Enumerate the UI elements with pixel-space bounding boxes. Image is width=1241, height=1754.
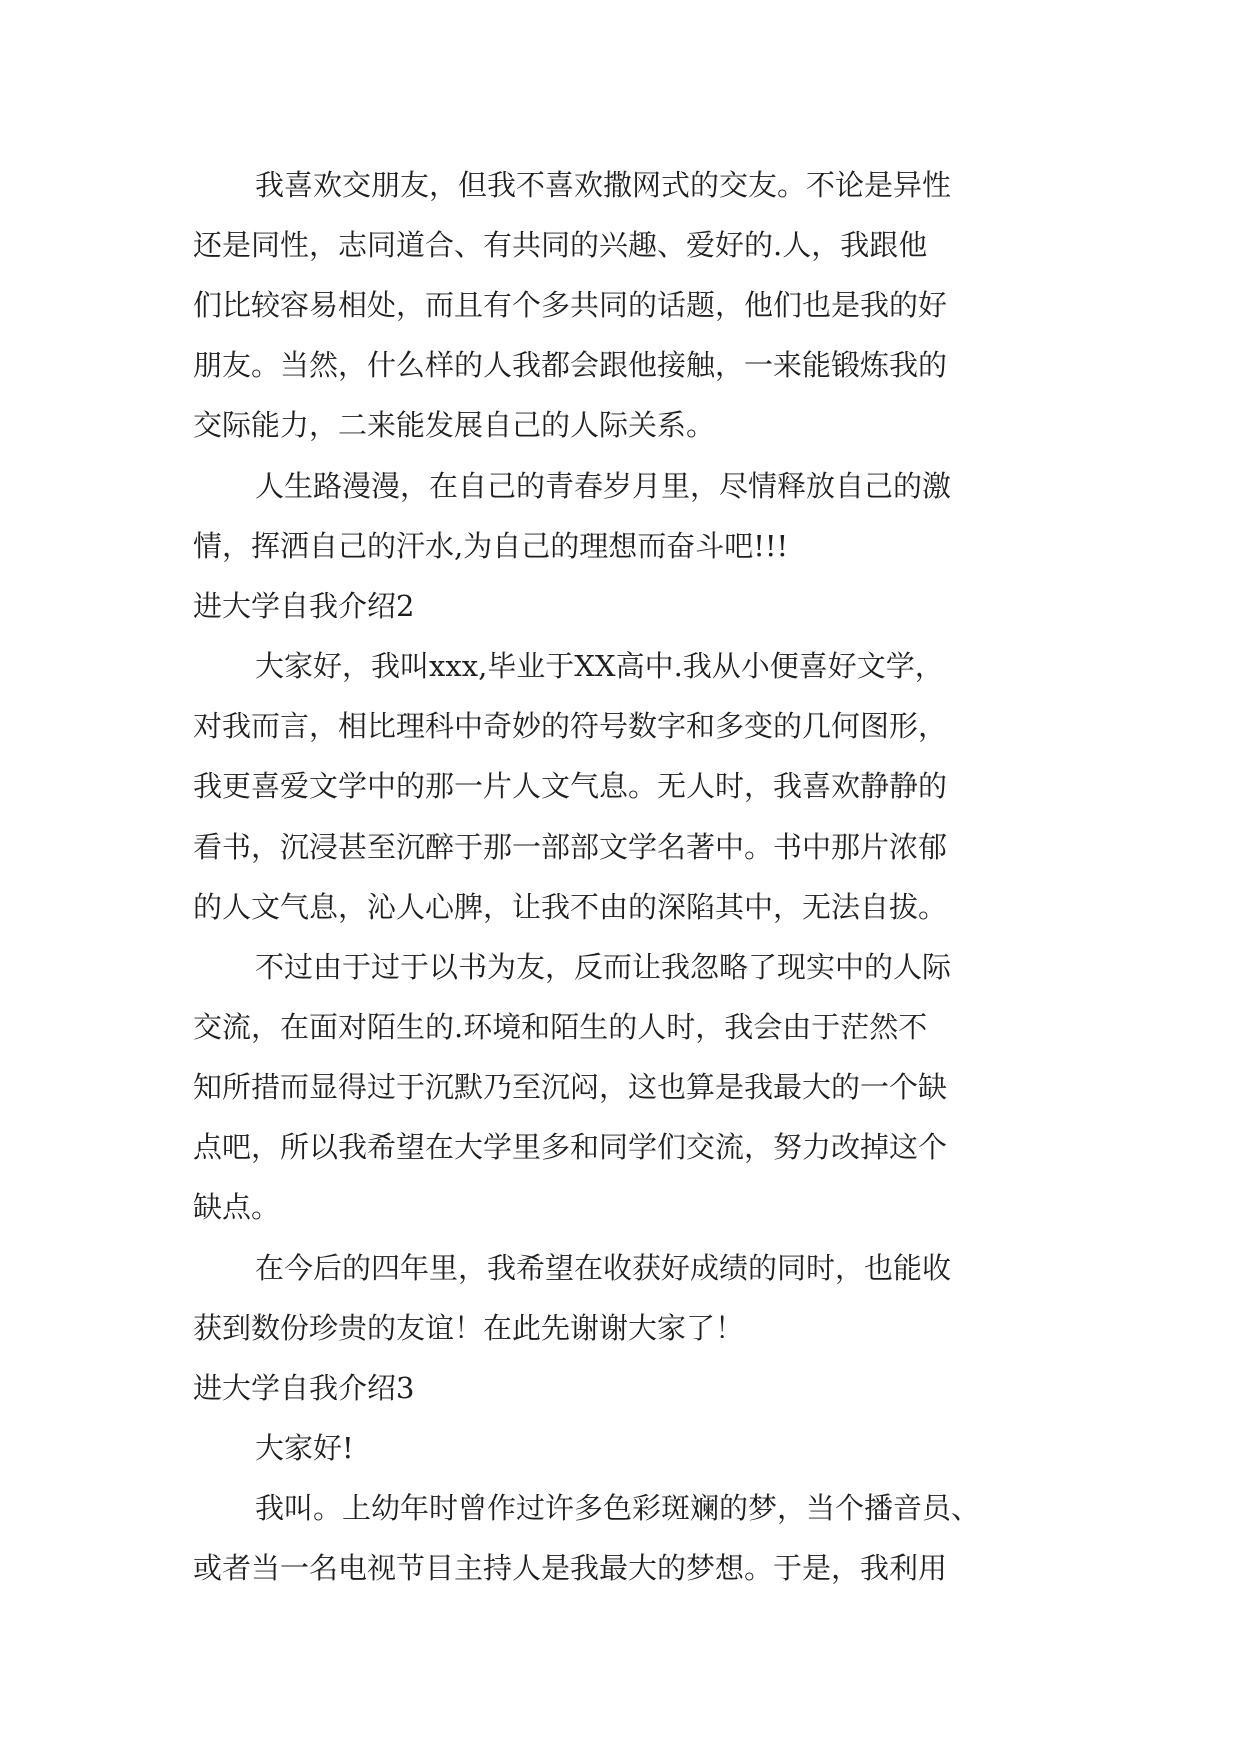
paragraph-line: 还是同性，志同道合、有共同的兴趣、爱好的.人，我跟他 <box>193 228 928 262</box>
paragraph-line: 大家好，我叫xxx,毕业于XX高中.我从小便喜好文学， <box>255 649 944 683</box>
paragraph-line: 知所措而显得过于沉默乃至沉闷，这也算是我最大的一个缺 <box>193 1070 948 1104</box>
paragraph-line: 或者当一名电视节目主持人是我最大的梦想。于是，我利用 <box>193 1551 948 1585</box>
paragraph-line: 看书，沉浸甚至沉醉于那一部部文学名著中。书中那片浓郁 <box>193 830 948 864</box>
paragraph-line: 缺点。 <box>193 1190 281 1224</box>
paragraph-line: 大家好! <box>255 1431 354 1465</box>
section-heading: 进大学自我介绍3 <box>193 1371 415 1405</box>
paragraph-line: 交际能力，二来能发展自己的人际关系。 <box>193 408 716 442</box>
paragraph-line: 们比较容易相处，而且有个多共同的话题，他们也是我的好 <box>193 288 948 322</box>
paragraph-line: 不过由于过于以书为友，反而让我忽略了现实中的人际 <box>255 950 952 984</box>
paragraph-line: 交流，在面对陌生的.环境和陌生的人时，我会由于茫然不 <box>193 1010 928 1044</box>
paragraph-line: 对我而言，相比理科中奇妙的符号数字和多变的几何图形， <box>193 709 948 743</box>
paragraph-line: 我喜欢交朋友，但我不喜欢撒网式的交友。不论是异性 <box>255 168 952 202</box>
paragraph-line: 朋友。当然，什么样的人我都会跟他接触，一来能锻炼我的 <box>193 348 948 382</box>
section-heading: 进大学自我介绍2 <box>193 589 415 623</box>
paragraph-line: 的人文气息，沁人心脾，让我不由的深陷其中，无法自拔。 <box>193 890 948 924</box>
paragraph-line: 我叫。上幼年时曾作过许多色彩斑斓的梦，当个播音员、 <box>255 1491 981 1525</box>
paragraph-line: 获到数份珍贵的友谊！在此先谢谢大家了！ <box>193 1311 745 1345</box>
paragraph-line: 人生路漫漫，在自己的青春岁月里，尽情释放自己的激 <box>255 469 952 503</box>
paragraph-line: 点吧，所以我希望在大学里多和同学们交流，努力改掉这个 <box>193 1130 948 1164</box>
paragraph-line: 情，挥洒自己的汗水,为自己的理想而奋斗吧!!! <box>193 529 789 563</box>
paragraph-line: 在今后的四年里，我希望在收获好成绩的同时，也能收 <box>255 1251 952 1285</box>
paragraph-line: 我更喜爱文学中的那一片人文气息。无人时，我喜欢静静的 <box>193 769 948 803</box>
